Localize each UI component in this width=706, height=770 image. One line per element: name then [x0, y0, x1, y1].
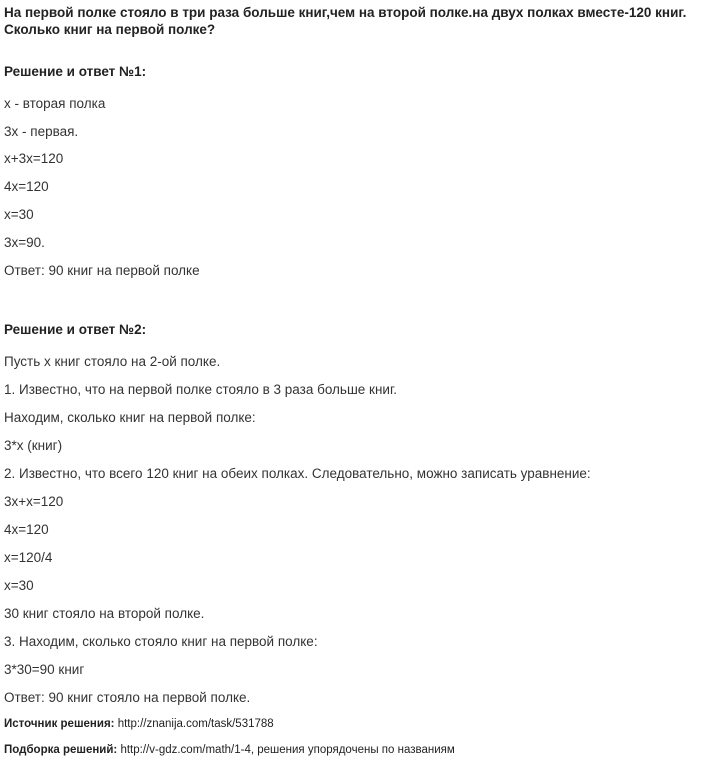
solution-2-line: 2. Известно, что всего 120 книг на обеих полках. Следовательно, можно записать уравнение: [4, 466, 591, 481]
solution-2-line: 4x=120 [4, 522, 49, 537]
solution-2-line: 30 книг стояло на второй полке. [4, 606, 205, 621]
solution-2-line: 3. Находим, сколько стояло книг на первой полке: [4, 634, 318, 649]
solution-1-line: 3х - первая. [4, 124, 79, 139]
solution-2-heading: Решение и ответ №2: [4, 322, 147, 337]
solution-1-line: х+3х=120 [4, 151, 64, 166]
solution-1-heading: Решение и ответ №1: [4, 64, 147, 79]
solution-2-line: 1. Известно, что на первой полке стояло в 3 раза больше книг. [4, 382, 397, 397]
problem-text: На первой полке стояло в три раза больше книг,чем на второй полке.на двух полках вместе-120 книг. Сколько книг на первой полке? [4, 5, 687, 37]
solution-2-line: Пусть x книг стояло на 2-ой полке. [4, 354, 221, 369]
solution-2-line: 3x+x=120 [4, 494, 64, 509]
solution-1-line: х - вторая полка [4, 96, 106, 111]
solution-1-answer: Ответ: 90 книг на первой полке [4, 263, 200, 278]
solution-1-line: 4х=120 [4, 179, 49, 194]
solution-2-line: 3*x (книг) [4, 438, 63, 453]
source-label: Источник решения: [4, 718, 115, 730]
collection-line [4, 744, 455, 756]
solution-2-line: x=30 [4, 578, 34, 593]
collection-label: Подборка решений: [4, 744, 118, 756]
source-link[interactable]: http://znanija.com/task/531788 [117, 718, 274, 730]
solution-1-line: х=30 [4, 207, 34, 222]
source-line [4, 718, 274, 730]
solution-2-line: x=120/4 [4, 550, 53, 565]
solution-2-answer: Ответ: 90 книг стояло на первой полке. [4, 690, 251, 705]
collection-link[interactable]: http://v-gdz.com/math/1-4, решения упорядочены по названиям [120, 744, 455, 756]
solution-2-line: 3*30=90 книг [4, 662, 85, 677]
solution-2-line: Находим, сколько книг на первой полке: [4, 410, 256, 425]
solution-1-line: 3х=90. [4, 235, 45, 250]
